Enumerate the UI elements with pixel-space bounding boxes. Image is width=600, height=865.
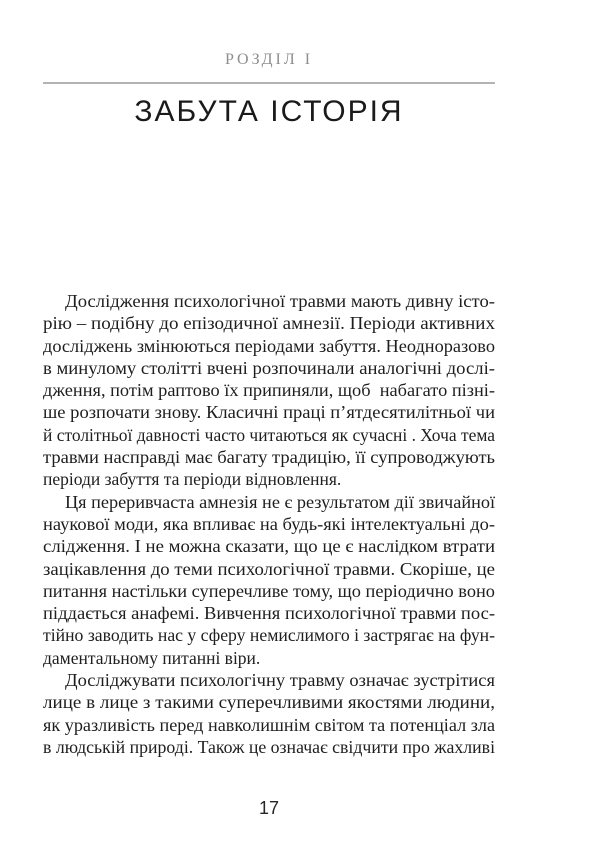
paragraph (43, 290, 495, 491)
body-text (43, 290, 495, 758)
text-line (43, 401, 495, 423)
header-divider (43, 82, 495, 84)
text-line-content: лице в лице з такими суперечливими якостями людини, (43, 692, 496, 713)
text-column (43, 0, 495, 865)
text-line-content: Дослідження психологічної травми мають дивну істо- (65, 291, 495, 311)
text-line-content: в минулому столітті вчені розпочинали аналогічні дослі- (43, 357, 495, 378)
text-line-content: в людській природі. Також це означає свідчити про жахливі (43, 736, 496, 757)
text-line (43, 379, 495, 401)
text-line-content: піддається анафемі. Вивчення психологічної травми пос- (43, 603, 496, 624)
text-line-content: досліджень змінюються періодами забуття. Неодноразово (43, 335, 495, 356)
text-line-content: питання настільки суперечливе тому, що періодично воно (43, 580, 495, 601)
text-line (43, 602, 495, 624)
text-line-content: наукової моди, яка впливає на будь-які інтелектуальні до- (43, 513, 496, 534)
chapter-kicker: РОЗДІЛ I (224, 51, 314, 68)
text-line (43, 513, 495, 535)
text-line (43, 647, 495, 669)
text-line-content: й столітньої давності часто читаються як сучасні . Хоча тема (43, 424, 495, 445)
text-line-content: Ця переривчаста амнезія не є результатом дії звичайної (65, 491, 496, 512)
text-line (43, 446, 495, 468)
text-line (43, 357, 495, 379)
text-line-content: зацікавлення до теми психологічної травми. Скоріше, це (43, 558, 495, 579)
text-line-content: слідження. І не можна сказати, що це є наслідком втрати (43, 536, 496, 557)
text-line (43, 580, 495, 602)
text-line-content: Досліджувати психологічну травму означає зустрітися (65, 670, 495, 691)
text-line (43, 424, 495, 446)
text-line-content: тійно заводить нас у сферу немислимого і застрягає на фун- (43, 625, 496, 646)
text-line-content: даментальному питанні віри. (43, 647, 261, 668)
text-line-content: дження, потім раптово їх припиняли, щоб набагато пізні- (43, 380, 495, 401)
text-line (43, 736, 495, 758)
text-line (43, 669, 495, 691)
text-line-content: ше розпочати знову. Класичні праці п’ятдесятилітньої чи (43, 402, 495, 423)
text-line (43, 535, 495, 557)
text-line-content: періоди забуття та періоди відновлення. (43, 469, 342, 490)
paragraph (43, 669, 495, 758)
text-line (43, 714, 495, 736)
page-number: 17 (258, 798, 280, 818)
text-line (43, 335, 495, 357)
text-line (43, 468, 495, 490)
text-line (43, 491, 495, 513)
text-line (43, 558, 495, 580)
text-line-content: травми насправді має багату традицію, її супроводжують (43, 447, 496, 468)
text-line (43, 290, 495, 312)
chapter-title: ЗАБУТА ІСТОРІЯ (134, 95, 404, 128)
text-line (43, 312, 495, 334)
text-line (43, 691, 495, 713)
text-line-content: рію – подібну до епізодичної амнезії. Періоди активних (43, 313, 496, 334)
paragraph (43, 491, 495, 669)
text-line-content: як уразливість перед навколишнім світом та потенціал зла (43, 714, 496, 735)
text-line (43, 624, 495, 646)
